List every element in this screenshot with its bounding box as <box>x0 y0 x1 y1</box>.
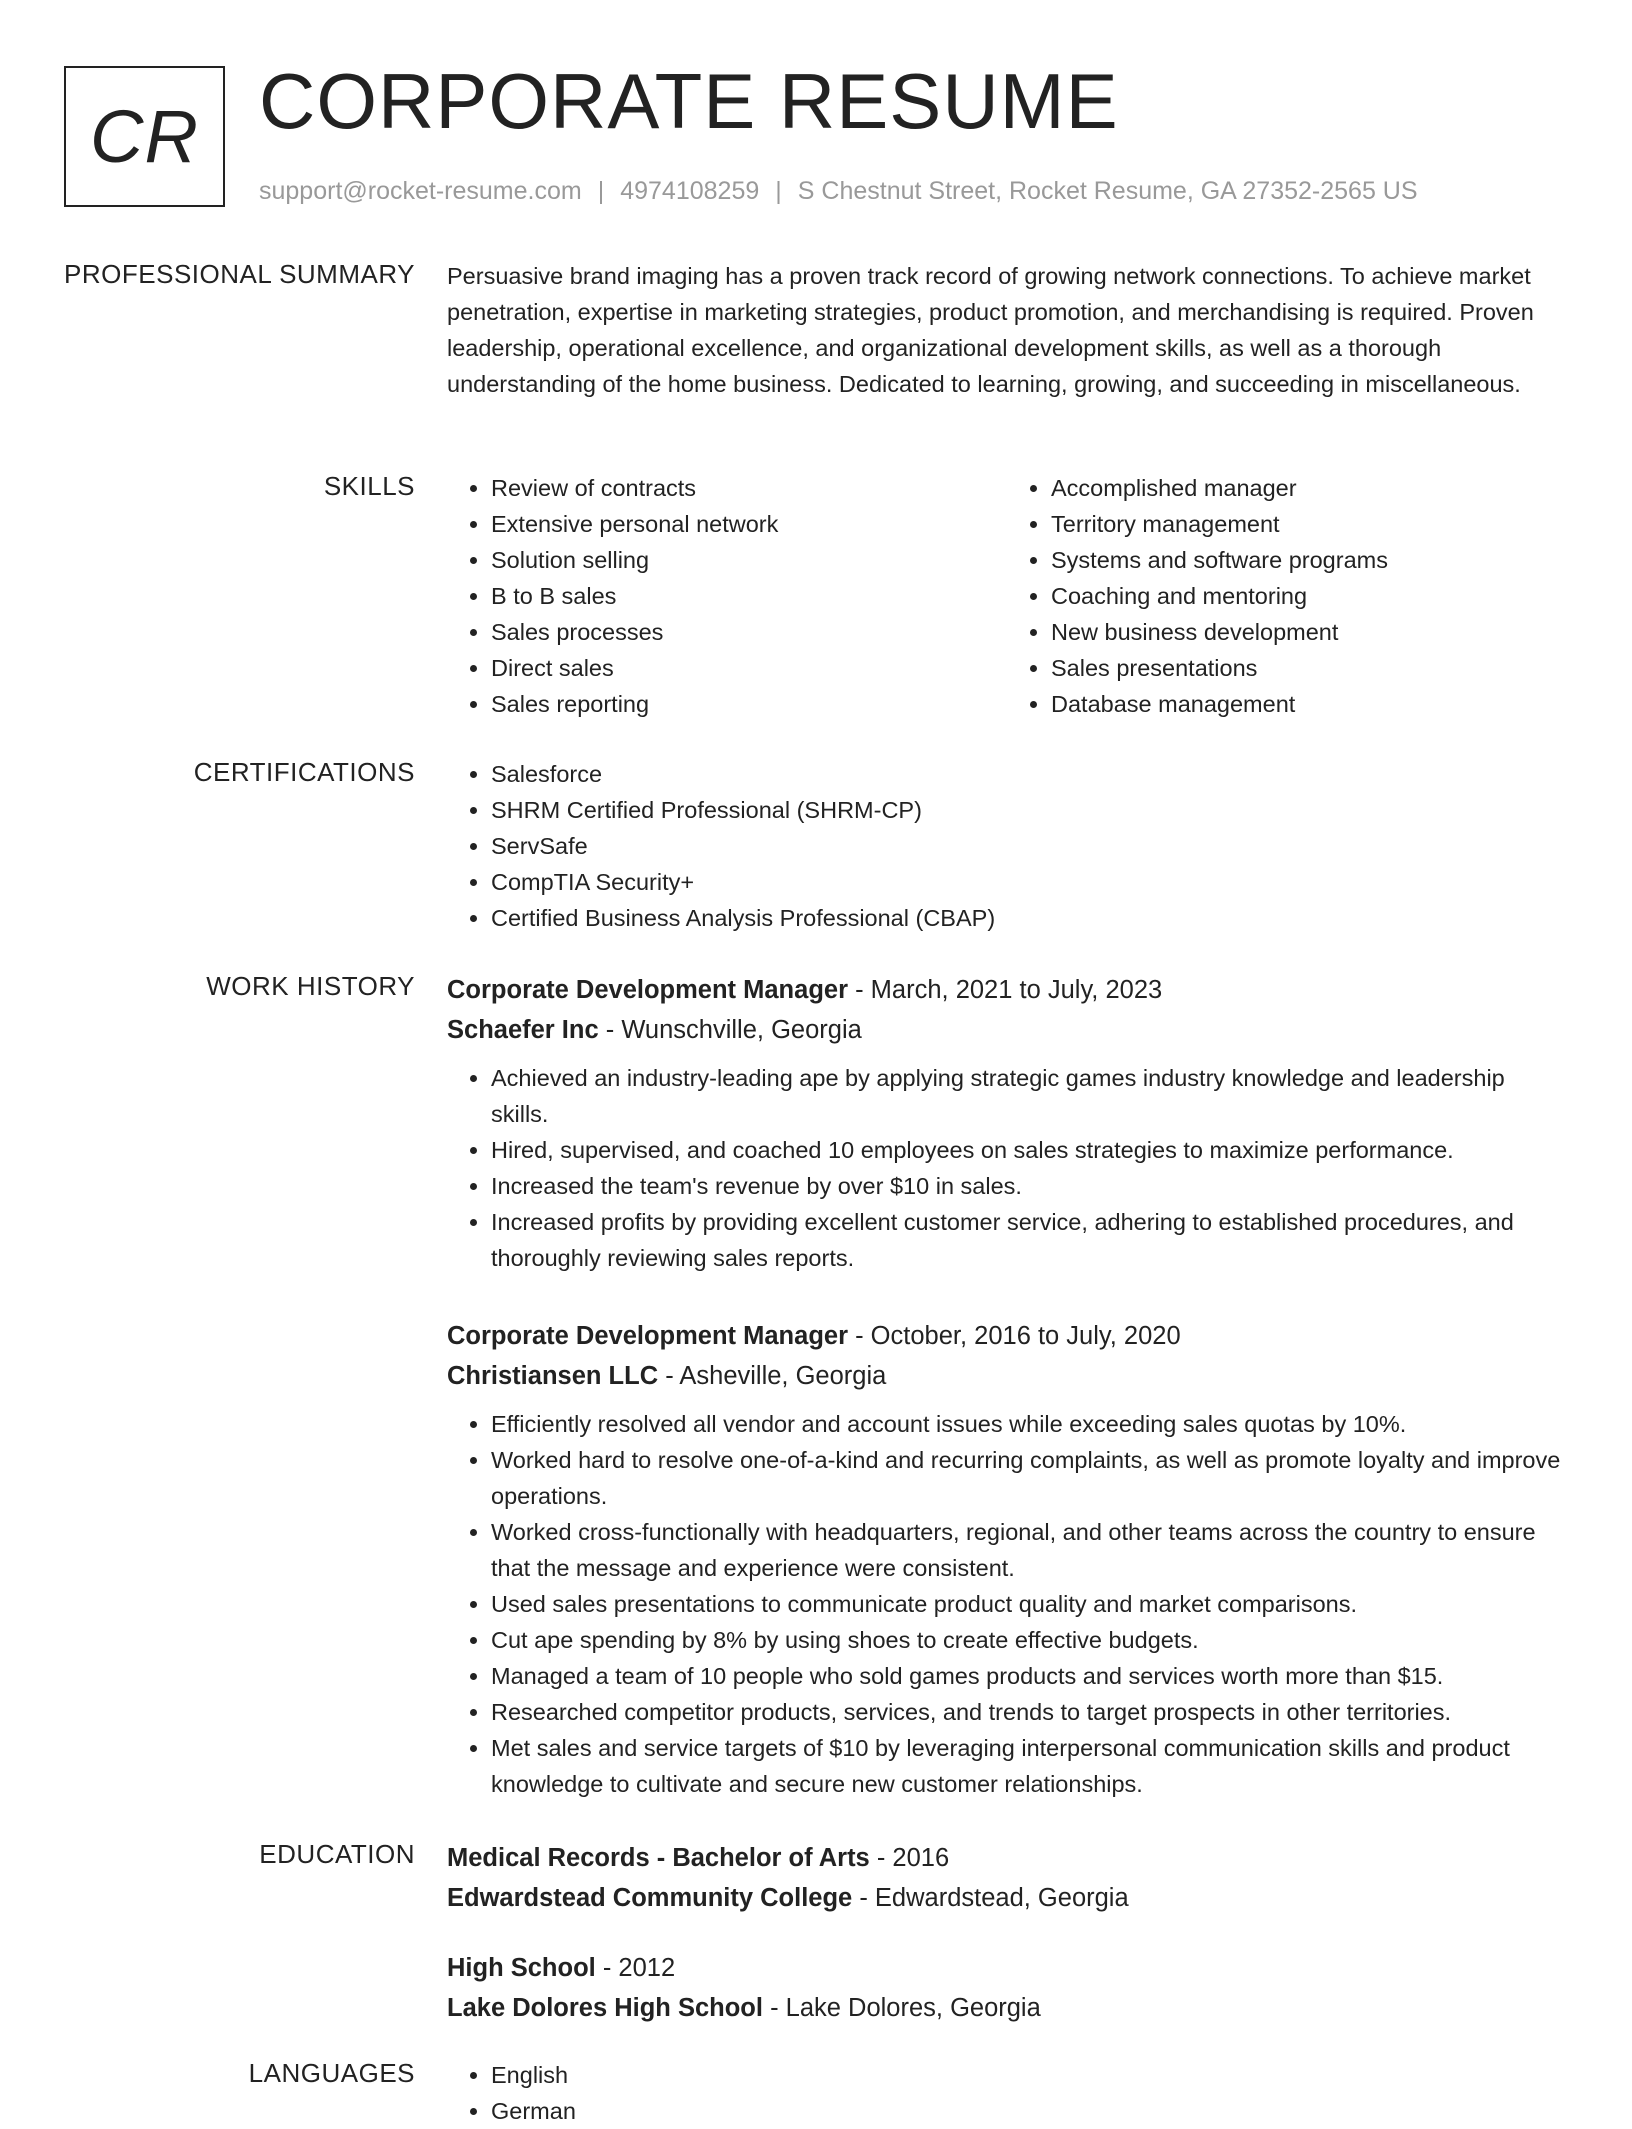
certification-item: • SHRM Certified Professional (SHRM-CP) <box>491 792 1567 828</box>
skill-item: • Systems and software programs <box>1051 542 1567 578</box>
contact-email[interactable]: support@rocket-resume.com <box>259 177 582 205</box>
monogram-box <box>64 66 225 207</box>
contact-address: S Chestnut Street, Rocket Resume, GA 27352-2565 US <box>797 177 1418 205</box>
school: Edwardstead Community College <box>447 1884 853 1912</box>
skill-item: • New business development <box>1051 614 1567 650</box>
skill-item: • Territory management <box>1051 506 1567 542</box>
skill-item: • Sales reporting <box>491 686 1007 722</box>
education-entry <box>447 1838 1567 1918</box>
degree: Medical Records - Bachelor of Arts <box>447 1844 870 1872</box>
section-label-languages: LANGUAGES <box>248 2058 415 2088</box>
degree-line <box>447 1838 1567 1878</box>
skill-item: • Sales presentations <box>1051 650 1567 686</box>
job-bullet: • Efficiently resolved all vendor and account issues while exceeding sales quotas by 10%. <box>491 1406 1567 1442</box>
language-item: • German <box>491 2093 1567 2129</box>
job-company-line <box>447 1356 1567 1396</box>
school-location: - Lake Dolores, Georgia <box>762 1994 1041 2022</box>
skill-item: • Direct sales <box>491 650 1007 686</box>
job-company-line <box>447 1010 1567 1050</box>
contact-separator: | <box>775 177 782 205</box>
job-title-line <box>447 1316 1567 1356</box>
skill-item: • Solution selling <box>491 542 1007 578</box>
skill-item: • Extensive personal network <box>491 506 1007 542</box>
job-bullet: • Worked hard to resolve one-of-a-kind and recurring complaints, as well as promote loyalty and improve operations. <box>491 1442 1567 1514</box>
skills-list-left <box>447 470 1007 722</box>
job-bullet: • Used sales presentations to communicate product quality and market comparisons. <box>491 1586 1567 1622</box>
job-bullets <box>447 1406 1567 1802</box>
contact-phone[interactable]: 4974108259 <box>620 177 760 205</box>
job-entry <box>447 1316 1567 1802</box>
job-company: Schaefer Inc <box>447 1016 599 1044</box>
skill-item: • Sales processes <box>491 614 1007 650</box>
degree: High School <box>447 1954 596 1982</box>
summary-text: Persuasive brand imaging has a proven track record of growing network connections. To achieve market penetration, expertise in marketing strategies, product promotion, and merchandising is required. Proven leadership, operational excellence, and organizational development skills, as well as a thorough understanding of the home business. Dedicated to learning, growing, and succeeding in miscellaneous. <box>447 263 1534 397</box>
job-bullets <box>447 1060 1567 1276</box>
section-label-education: EDUCATION <box>259 1839 415 1869</box>
job-location: - Wunschville, Georgia <box>598 1016 862 1044</box>
skills-list-right <box>1007 470 1567 722</box>
job-bullet: • Worked cross-functionally with headquarters, regional, and other teams across the country to ensure that the message and experience were consistent. <box>491 1514 1567 1586</box>
job-location: - Asheville, Georgia <box>658 1362 887 1390</box>
contact-separator: | <box>597 177 605 205</box>
job-bullet: • Increased profits by providing excellent customer service, adhering to established procedures, and thoroughly reviewing sales reports. <box>491 1204 1567 1276</box>
skill-item: • Review of contracts <box>491 470 1007 506</box>
job-title-line <box>447 970 1567 1010</box>
job-bullet: • Increased the team's revenue by over $10 in sales. <box>491 1168 1567 1204</box>
skill-item: • B to B sales <box>491 578 1007 614</box>
job-bullet: • Hired, supervised, and coached 10 employees on sales strategies to maximize performance. <box>491 1132 1567 1168</box>
section-label-skills: SKILLS <box>323 471 415 501</box>
degree-year: - 2016 <box>869 1844 950 1872</box>
school-line <box>447 1988 1567 2028</box>
education-entry <box>447 1948 1567 2028</box>
job-dates: - October, 2016 to July, 2020 <box>848 1322 1181 1350</box>
school: Lake Dolores High School <box>447 1994 763 2022</box>
degree-year: - 2012 <box>595 1954 676 1982</box>
job-company: Christiansen LLC <box>447 1362 659 1390</box>
languages-list <box>447 2057 1567 2129</box>
job-bullet: • Met sales and service targets of $10 by leveraging interpersonal communication skills and product knowledge to cultivate and secure new customer relationships. <box>491 1730 1567 1802</box>
contact-line <box>259 176 1418 206</box>
certification-item: • Certified Business Analysis Professional (CBAP) <box>491 900 1567 936</box>
skill-item: • Accomplished manager <box>1051 470 1567 506</box>
certifications-list <box>447 756 1567 936</box>
certification-item: • ServSafe <box>491 828 1567 864</box>
monogram-text: CR <box>90 95 199 178</box>
section-label-certifications: CERTIFICATIONS <box>193 757 415 787</box>
skill-item: • Database management <box>1051 686 1567 722</box>
certification-item: • CompTIA Security+ <box>491 864 1567 900</box>
job-bullet: • Achieved an industry-leading ape by applying strategic games industry knowledge and leadership skills. <box>491 1060 1567 1132</box>
language-item: • English <box>491 2057 1567 2093</box>
section-label-work-history: WORK HISTORY <box>206 971 415 1001</box>
certification-item: • Salesforce <box>491 756 1567 792</box>
resume-name: CORPORATE RESUME <box>259 57 1119 145</box>
school-location: - Edwardstead, Georgia <box>852 1884 1129 1912</box>
job-bullet: • Researched competitor products, services, and trends to target prospects in other territories. <box>491 1694 1567 1730</box>
degree-line <box>447 1948 1567 1988</box>
section-label-summary: PROFESSIONAL SUMMARY <box>64 259 415 289</box>
job-bullet: • Cut ape spending by 8% by using shoes to create effective budgets. <box>491 1622 1567 1658</box>
skill-item: • Coaching and mentoring <box>1051 578 1567 614</box>
job-bullet: • Managed a team of 10 people who sold games products and services worth more than $15. <box>491 1658 1567 1694</box>
school-line <box>447 1878 1567 1918</box>
job-dates: - March, 2021 to July, 2023 <box>848 976 1163 1004</box>
job-title: Corporate Development Manager <box>447 1322 849 1350</box>
job-title: Corporate Development Manager <box>447 976 849 1004</box>
job-entry <box>447 970 1567 1276</box>
